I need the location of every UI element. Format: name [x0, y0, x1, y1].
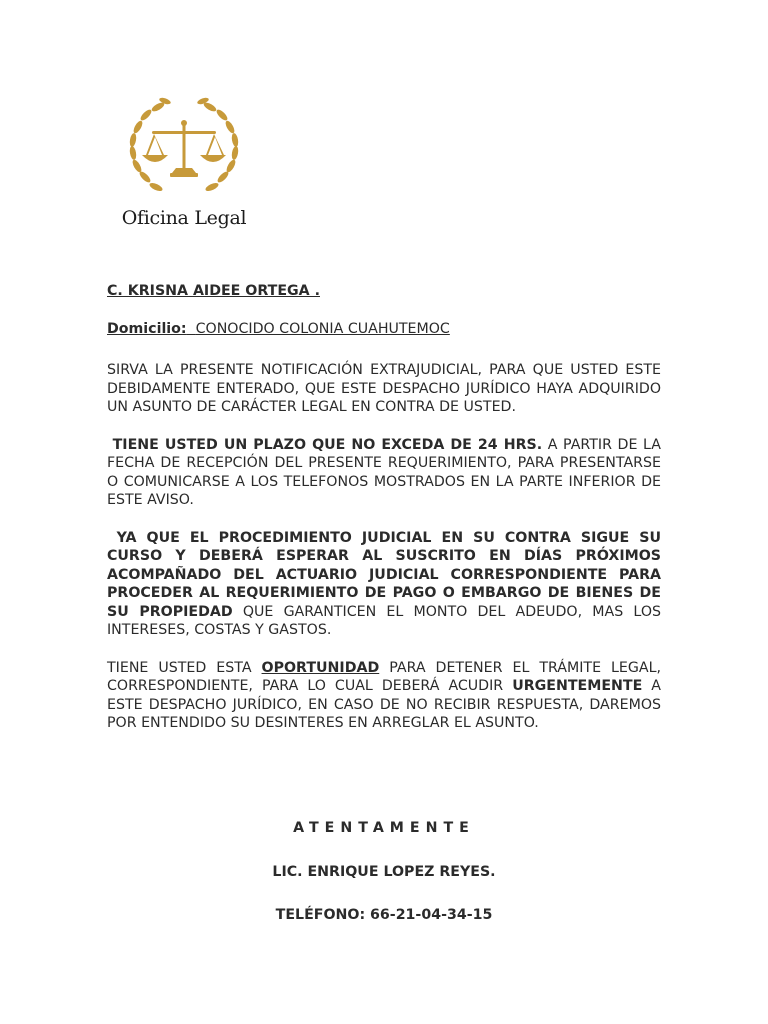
paragraph-text: SIRVA LA PRESENTE NOTIFICACIÓN EXTRAJUDICIAL, PARA QUE USTED ESTE DEBIDAMENTE ENTERADO, QUE ESTE DESPACHO JURÍDICO HAYA ADQUIRIDO UN ASUNTO DE CARÁCTER LEGAL EN CONTRA DE USTED.	[107, 362, 661, 415]
scales-of-justice-laurel-icon	[118, 95, 250, 200]
paragraph-deadline	[107, 436, 661, 510]
opportunity-text-b: PARA DETENER EL TRÁMITE LEGAL, CORRESPONDIENTE, PARA LO CUAL DEBERÁ ACUDIR	[107, 659, 662, 694]
opportunity-text-a: TIENE USTED ESTA	[107, 659, 262, 676]
address-value: CONOCIDO COLONIA CUAHUTEMOC	[195, 320, 450, 337]
paragraph-opportunity	[107, 659, 661, 733]
procedure-emphasis: YA QUE EL PROCEDIMIENTO JUDICIAL EN SU CONTRA SIGUE SU CURSO Y DEBERÁ ESPERAR AL SUSCRITO EN DÍAS PRÓXIMOS ACOMPAÑADO DEL ACTUARIO JUDICIAL CORRESPONDIENTE PARA PROCEDER AL REQUERIMIENTO DE PAGO O EMBARGO DE BIENES DE SU PROPIEDAD	[107, 529, 661, 620]
letter-body	[107, 282, 661, 752]
opportunity-emphasis: OPORTUNIDAD	[261, 659, 380, 676]
contact-phone: TELÉFONO: 66-21-04-34-15	[275, 907, 493, 923]
logo-text: Oficina Legal	[121, 207, 247, 229]
closing-salutation: ATENTAMENTE	[293, 820, 475, 836]
procedure-text: QUE GARANTICEN EL MONTO DEL ADEUDO, MAS LOS INTERESES, COSTAS Y GASTOS.	[107, 603, 661, 638]
recipient-name: C. KRISNA AIDEE ORTEGA .	[107, 283, 320, 299]
urgent-emphasis: URGENTEMENTE	[512, 678, 643, 694]
deadline-text: A PARTIR DE LA FECHA DE RECEPCIÓN DEL PRESENTE REQUERIMIENTO, PARA PRESENTARSE O COMUNICARSE A LOS TELEFONOS MOSTRADOS EN LA PARTE INFERIOR DE ESTE AVISO.	[107, 436, 661, 508]
signer-name: LIC. ENRIQUE LOPEZ REYES.	[272, 864, 496, 880]
logo	[118, 95, 250, 240]
deadline-emphasis: TIENE USTED UN PLAZO QUE NO EXCEDA DE 24 HRS.	[112, 436, 543, 453]
opportunity-text-c: A ESTE DESPACHO JURÍDICO, EN CASO DE NO RECIBIR RESPUESTA, DAREMOS POR ENTENDIDO SU DESINTERES EN ARREGLAR EL ASUNTO.	[107, 678, 661, 731]
paragraph-procedure	[107, 529, 661, 640]
address-line	[107, 320, 661, 339]
paragraph-notification	[107, 361, 661, 417]
address-label: Domicilio:	[107, 320, 187, 337]
